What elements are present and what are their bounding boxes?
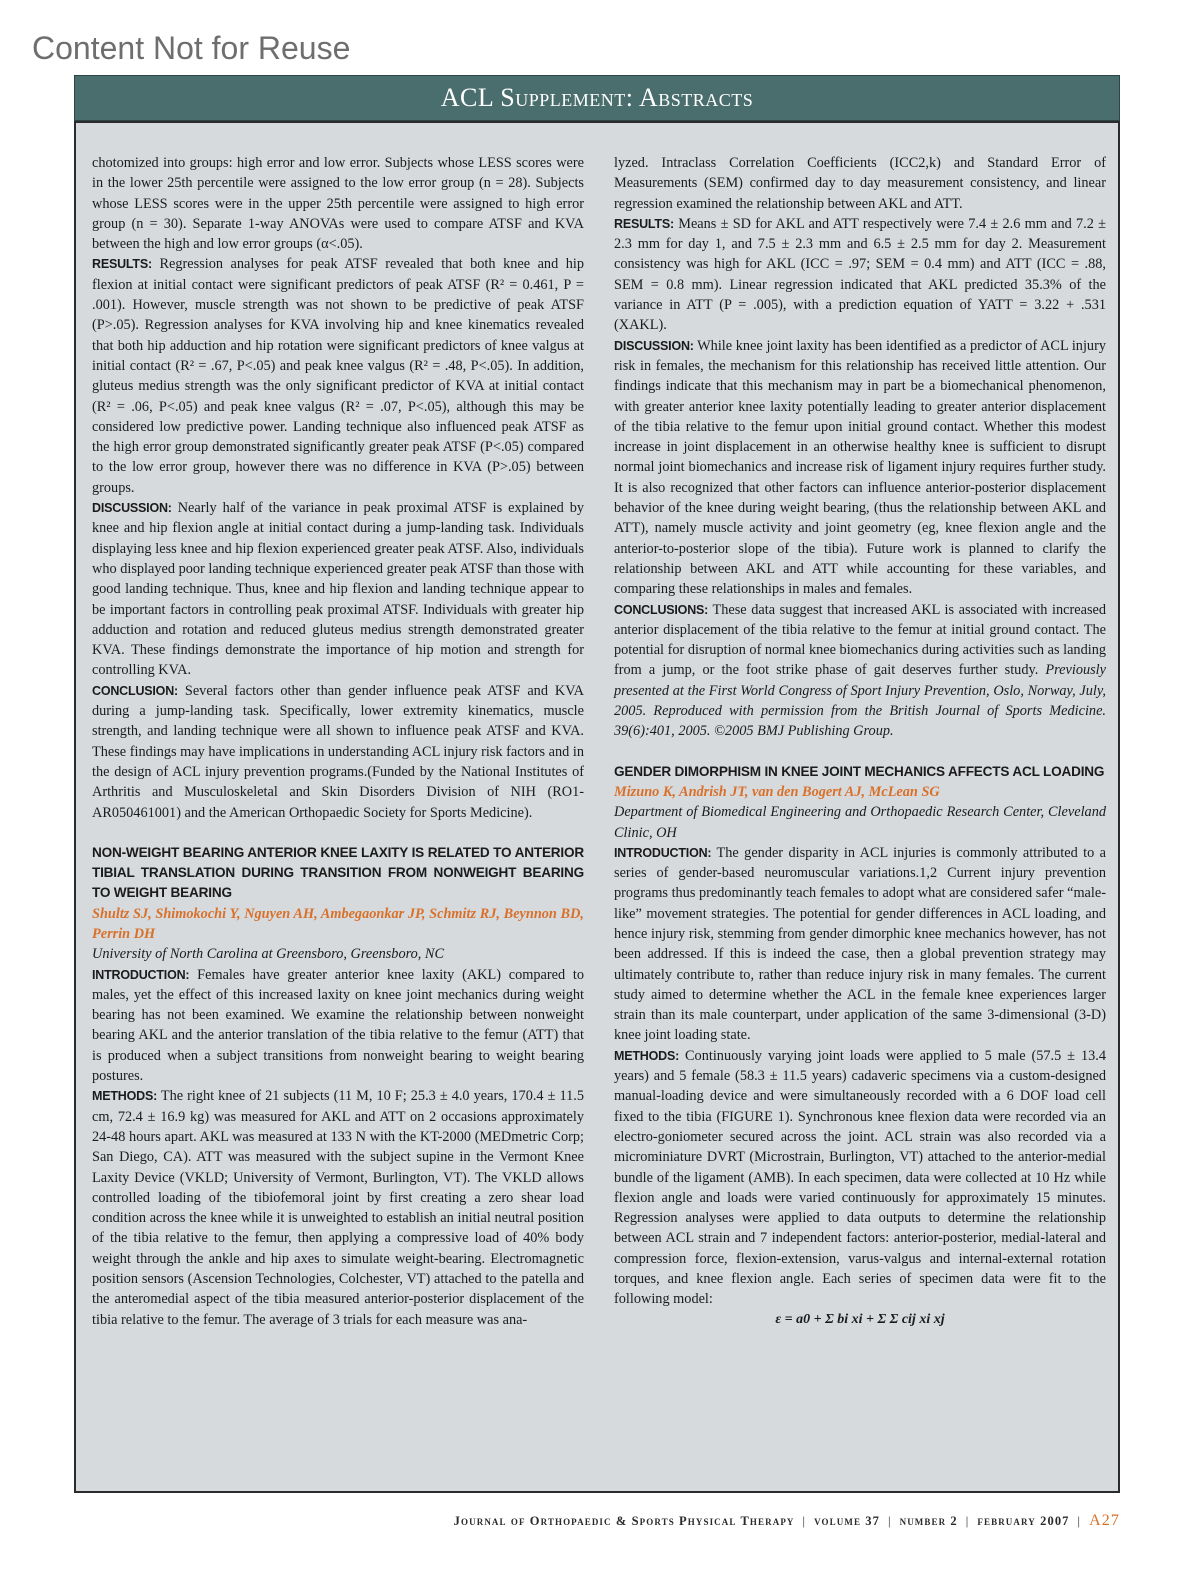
conclusions-paragraph bbox=[614, 600, 1106, 742]
results-heading: RESULTS: bbox=[92, 257, 152, 272]
results-text: Regression analyses for peak ATSF revealed that both knee and hip flexion at initial contact were significant predictors of peak ATSF (R² = 0.461, P = .001). However, muscle strength was not shown to be predictive of peak ATSF (P>.05). Regression analyses for KVA involving hip and knee kinematics revealed that both hip adduction and hip rotation were significant predictors of knee valgus at initial contact (R² = .67, P<.05) and peak knee valgus (R² = .48, P<.05). In addition, gluteus medius strength was the only significant predictor of KVA at initial contact (R² = .06, P<.05) and peak knee valgus (R² = .07, P<.05), although this may be considered low predictive power. Landing technique also influenced peak ATSF as the high error group demonstrated significantly greater peak ATSF (P<.05) compared to the low error group, however there was no difference in KVA (P>.05) between groups. bbox=[92, 256, 584, 496]
abstract-authors: Mizuno K, Andrish JT, van den Bogert AJ, McLean SG bbox=[614, 783, 940, 800]
issue-number: number 2 bbox=[899, 1514, 958, 1528]
methods-heading: METHODS: bbox=[92, 1089, 158, 1104]
footer-divider: | bbox=[888, 1514, 892, 1528]
discussion-paragraph bbox=[92, 498, 584, 681]
right-column bbox=[614, 153, 1106, 1330]
methods-text: Continuously varying joint loads were applied to 5 male (57.5 ± 13.4 years) and 5 female (58.3 ± 11.5 years) cadaveric specimens via a custom-designed manual-loading device and were simultaneously recorded with a 6 DOF load cell fixed to the tibia (FIGURE 1). Synchronous knee flexion data were recorded via an electro-goniometer secured across the joint. ACL strain was also recorded via a microminiature DVRT (Microstrain, Burlington, VT) attached to the anterior-medial bundle of the ligament (AMB). In each specimen, data were collected at 10 Hz while flexion angle and loads were varied continuously for approximately 15 minutes. Regression analyses were applied to data outputs to determine the relationship between ACL strain and 7 independent factors: anterior-posterior, medial-lateral and compression force, flexion-extension, varus-valgus and internal-external rotation torques, and knee flexion angle. Each series of specimen data were fit to the following model: bbox=[614, 1047, 1106, 1308]
section-banner: ACL Supplement: Abstracts bbox=[74, 75, 1120, 121]
abstract-title: GENDER DIMORPHISM IN KNEE JOINT MECHANICS AFFECTS ACL LOADING bbox=[614, 763, 1105, 779]
results-heading: RESULTS: bbox=[614, 216, 674, 231]
introduction-heading: INTRODUCTION: bbox=[92, 967, 190, 982]
issue-date: february 2007 bbox=[977, 1514, 1070, 1528]
discussion-text: Nearly half of the variance in peak proximal ATSF is explained by knee and hip flexion angle at initial contact during a jump-landing task. Individuals displaying less knee and hip flexion experienced greater peak ATSF. Also, individuals who displayed poor landing technique experienced greater peak ATSF than those with good landing technique. Thus, knee and hip flexion and landing technique appear to be important factors in controlling peak proximal ATSF. Individuals with greater hip adduction and rotation and reduced gluteus medius strength demonstrated greater KVA. These findings demonstrate the importance of hip motion and strength for controlling KVA. bbox=[92, 500, 584, 679]
discussion-paragraph bbox=[614, 336, 1106, 600]
introduction-paragraph bbox=[614, 843, 1106, 1046]
discussion-heading: DISCUSSION: bbox=[92, 501, 172, 516]
abstract-authors: Shultz SJ, Shimokochi Y, Nguyen AH, Ambegaonkar JP, Schmitz RJ, Beynnon BD, Perrin DH bbox=[92, 905, 584, 942]
results-paragraph bbox=[92, 254, 584, 498]
regression-equation: ε = a0 + Σ bi xi + Σ Σ cij xi xj bbox=[775, 1311, 945, 1327]
abstract-title: NON-WEIGHT BEARING ANTERIOR KNEE LAXITY IS RELATED TO ANTERIOR TIBIAL TRANSLATION DURING TRANSITION FROM NONWEIGHT BEARING TO WEIGHT BEARING bbox=[92, 844, 584, 901]
introduction-text: Females have greater anterior knee laxity (AKL) compared to males, yet the effect of this increased laxity on knee joint mechanics during weight bearing has not been examined. We examine the relationship between nonweight bearing AKL and the anterior translation of the tibia relative to the femur (ATT) that is produced when a subject transitions from nonweight bearing to weight bearing postures. bbox=[92, 966, 584, 1085]
conclusion-paragraph bbox=[92, 681, 584, 823]
discussion-heading: DISCUSSION: bbox=[614, 338, 694, 353]
footer-divider: | bbox=[802, 1514, 807, 1528]
footer-divider: | bbox=[1077, 1514, 1082, 1528]
conclusion-text: Several factors other than gender influence peak ATSF and KVA during a jump-landing task. Specifically, lower extremity kinematics, muscle strength, and landing technique were all shown to influence peak ATSF and KVA. These findings may have implications in understanding ACL injury risk factors and in the design of ACL injury prevention programs.(Funded by the National Institutes of Arthritis and Musculoskeletal and Skin Disorders Division of NIH (RO1-AR050461001) and the American Orthopaedic Society for Sports Medicine). bbox=[92, 682, 584, 821]
conclusions-heading: CONCLUSIONS: bbox=[614, 602, 709, 617]
paragraph-continued: chotomized into groups: high error and low error. Subjects whose LESS scores were in the lower 25th percentile were assigned to the low error group (n = 28). Subjects whose LESS scores were in the upper 25th percentile were assigned to high error group (n = 30). Separate 1-way ANOVAs were used to compare ATSF and KVA between the high and low error groups (α<.05). bbox=[92, 155, 584, 253]
abstract-affiliation: University of North Carolina at Greensboro, Greensboro, NC bbox=[92, 946, 444, 963]
abstract-affiliation: Department of Biomedical Engineering and Orthopaedic Research Center, Cleveland Clinic, OH bbox=[614, 804, 1106, 841]
introduction-text: The gender disparity in ACL injuries is commonly attributed to a series of gender-based neuromuscular variations.1,2 Current injury prevention programs thus predominantly teach females to adopt what are considered safer “male-like” movement strategies. The potential for gender differences in ACL loading, and hence injury risk, stemming from gender dimorphic knee mechanics however, has not been addressed. If this is indeed the case, then a global prevention strategy may ultimately contribute to, rather than reduce injury risk in many females. The current study aimed to determine whether the ACL in the female knee experiences larger strain than its male counterpart, under application of the same 3-dimensional (3-D) knee joint loading state. bbox=[614, 844, 1106, 1044]
results-text: Means ± SD for AKL and ATT respectively were 7.4 ± 2.6 mm and 7.2 ± 2.3 mm for day 1, and 7.5 ± 2.3 mm and 6.5 ± 2.5 mm for day 2. Measurement consistency was high for AKL (ICC = .97; SEM = 0.4 mm) and ATT (ICC = .88, SEM = 0.8 mm). Linear regression indicated that AKL predicted 35.3% of the variance in ATT (P = .005), with a prediction equation of YATT = 3.22 + .531 (XAKL). bbox=[614, 215, 1106, 334]
volume-label: volume 37 bbox=[814, 1514, 880, 1528]
methods-paragraph bbox=[92, 1086, 584, 1330]
page-number: A27 bbox=[1089, 1512, 1120, 1529]
methods-heading: METHODS: bbox=[614, 1048, 680, 1063]
introduction-heading: INTRODUCTION: bbox=[614, 845, 712, 860]
abstract-panel bbox=[74, 121, 1120, 1493]
journal-name: Journal of Orthopaedic & Sports Physical Therapy bbox=[453, 1514, 795, 1528]
conclusions-text: These data suggest that increased AKL is associated with increased anterior displacement of the tibia relative to the femur at initial ground contact. The potential for disruption of normal knee biomechanics during activities such as landing from a jump, or the foot strike phase of gait deserves further study. bbox=[614, 601, 1106, 679]
introduction-paragraph bbox=[92, 965, 584, 1087]
page-footer bbox=[0, 1512, 1120, 1530]
methods-text: The right knee of 21 subjects (11 M, 10 F; 25.3 ± 4.0 years, 170.4 ± 11.5 cm, 72.4 ± 16.9 kg) was measured for AKL and ATT on 2 occasions approximately 24-48 hours apart. AKL was measured at 133 N with the KT-2000 (MEDmetric Corp; San Diego, CA). ATT was measured with the subject supine in the Vermont Knee Laxity Device (VKLD; University of Vermont, Burlington, VT). The VKLD allows controlled loading of the tibiofemoral joint by first creating a zero shear load condition across the knee while it is unweighted to establish an initial neutral position of the tibia relative to the femur, then applying a compressive load of 40% body weight through the ankle and hip axes to simulate weight-bearing. Electromagnetic position sensors (Ascension Technologies, Colchester, VT) attached to the patella and the anteromedial aspect of the tibia measured anterior-posterior displacement of the tibia relative to the femur. The average of 3 trials for each measure was ana- bbox=[92, 1088, 584, 1328]
paragraph-continued: lyzed. Intraclass Correlation Coefficients (ICC2,k) and Standard Error of Measurements (SEM) confirmed day to day measurement consistency, and linear regression examined the relationship between AKL and ATT. bbox=[614, 155, 1106, 212]
methods-paragraph bbox=[614, 1046, 1106, 1310]
results-paragraph bbox=[614, 214, 1106, 336]
conclusion-heading: CONCLUSION: bbox=[92, 683, 178, 698]
watermark-text: Content Not for Reuse bbox=[32, 30, 351, 66]
discussion-text: While knee joint laxity has been identified as a predictor of ACL injury risk in females, the mechanism for this relationship has received little attention. Our findings indicate that this mechanism may in part be a biomechanical phenomenon, with greater anterior knee laxity potentially leading to greater anterior displacement of the tibia relative to the femur upon initial ground contact. Whether this modest increase in joint displacement in an otherwise healthy knee is sufficient to disrupt normal joint biomechanics and increase risk of ligament injury requires further study. It is also recognized that other factors can influence anterior-posterior displacement behavior of the knee during weight bearing, (thus the relationship between AKL and ATT), namely muscle activity and joint geometry (eg, knee flexion angle and the anterior-to-posterior slope of the tibia). Future work is planned to clarify the relationship between AKL and ATT while accounting for these variables, and comparing these relationships in males and females. bbox=[614, 337, 1106, 598]
footer-divider: | bbox=[965, 1514, 970, 1528]
left-column bbox=[92, 153, 584, 1330]
conclusions-note: Previously presented at the First World Congress of Sport Injury Prevention, Oslo, Norway, July, 2005. Reproduced with permission from the British Journal of Sports Medicine. 39(6):401, 2005. ©2005 BMJ Publishing Group. bbox=[614, 662, 1106, 740]
